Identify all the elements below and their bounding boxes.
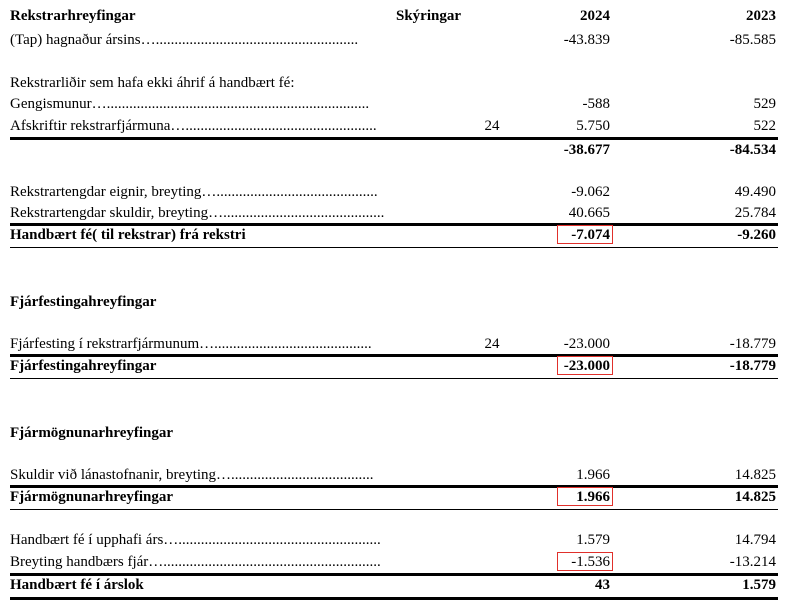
subtotal-2024: -38.677: [563, 142, 610, 158]
cash-begin-2023: 14.794: [734, 532, 776, 548]
cash-end-row: [0, 575, 788, 595]
profit-label: (Tap) hagnaður ársins…......................................................: [10, 32, 359, 48]
liabilities-change-label: Rekstrartengdar skuldir, breyting…...........................................: [10, 205, 385, 221]
cash-change-label: Breyting handbærs fjár…..........................................................: [10, 554, 381, 570]
profit-row: [0, 30, 788, 50]
highlight-box: [557, 552, 613, 571]
fx-row: [0, 94, 788, 114]
financing-item-label: Skuldir við lánastofnanir, breyting…......................................: [10, 467, 374, 483]
investing-heading: Fjárfestingahreyfingar: [10, 294, 157, 310]
highlight-box: [557, 225, 613, 244]
investing-item-row: [0, 334, 788, 354]
depreciation-label: Afskriftir rekstrarfjármuna…...................................................: [10, 118, 377, 134]
divider: [10, 247, 778, 248]
investing-item-2024: -23.000: [563, 336, 610, 352]
subtotal-2023: -84.534: [729, 142, 776, 158]
investing-item-label: Fjárfesting í rekstrarfjármunum…..........................................: [10, 336, 372, 352]
assets-change-label: Rekstrartengdar eignir, breyting…...........................................: [10, 184, 378, 200]
financing-heading: Fjármögnunarhreyfingar: [10, 425, 174, 441]
year-2023-header: 2023: [746, 8, 776, 24]
operating-subtotal-row: [0, 140, 788, 160]
divider: [10, 378, 778, 379]
fx-label: Gengismunur…......................................................................: [10, 96, 370, 112]
header-row: [0, 6, 788, 26]
profit-2024: -43.839: [563, 32, 610, 48]
cash-change-row: [0, 552, 788, 572]
noncash-heading: Rekstrarliðir sem hafa ekki áhrif á handbært fé:: [10, 75, 295, 91]
investing-item-note: 24: [484, 336, 500, 352]
liabilities-change-row: [0, 203, 788, 223]
financing-item-row: [0, 465, 788, 485]
divider: [10, 597, 778, 600]
year-2024-header: 2024: [580, 8, 610, 24]
noncash-heading-row: [0, 73, 788, 93]
depreciation-row: [0, 116, 788, 136]
cash-change-2024: -1.536: [571, 554, 610, 570]
section-title-operating: Rekstrarhreyfingar: [10, 8, 136, 24]
assets-change-row: [0, 182, 788, 202]
operating-total-label: Handbært fé( til rekstrar) frá rekstri: [10, 227, 246, 243]
financing-heading-row: [0, 423, 788, 443]
profit-2023: -85.585: [729, 32, 776, 48]
liabilities-change-2023: 25.784: [734, 205, 776, 221]
financing-item-2023: 14.825: [734, 467, 776, 483]
fx-2023: 529: [753, 96, 776, 112]
cash-begin-label: Handbært fé í upphafi árs…......................................................: [10, 532, 381, 548]
financing-total-row: [0, 487, 788, 507]
operating-total-2023: -9.260: [737, 227, 776, 243]
financing-item-2024: 1.966: [576, 467, 610, 483]
notes-column-header: Skýringar: [396, 8, 462, 24]
cash-begin-2024: 1.579: [576, 532, 610, 548]
assets-change-2023: 49.490: [734, 184, 776, 200]
cash-end-2024: 43: [595, 577, 610, 593]
financing-total-label: Fjármögnunarhreyfingar: [10, 489, 174, 505]
highlight-box: [557, 356, 613, 375]
assets-change-2024: -9.062: [571, 184, 610, 200]
financing-total-2023: 14.825: [734, 489, 776, 505]
depreciation-note: 24: [484, 118, 500, 134]
depreciation-2024: 5.750: [576, 118, 610, 134]
investing-item-2023: -18.779: [729, 336, 776, 352]
investing-heading-row: [0, 292, 788, 312]
operating-total-2024: -7.074: [571, 227, 610, 243]
financing-total-2024: 1.966: [576, 489, 610, 505]
highlight-box: [557, 487, 613, 506]
divider: [10, 509, 778, 510]
depreciation-2023: 522: [753, 118, 776, 134]
cash-end-label: Handbært fé í árslok: [10, 577, 144, 593]
liabilities-change-2024: 40.665: [568, 205, 610, 221]
cash-change-2023: -13.214: [729, 554, 776, 570]
cash-end-2023: 1.579: [742, 577, 776, 593]
investing-total-2023: -18.779: [729, 358, 776, 374]
investing-total-2024: -23.000: [563, 358, 610, 374]
investing-total-row: [0, 356, 788, 376]
operating-total-row: [0, 225, 788, 245]
investing-total-label: Fjárfestingahreyfingar: [10, 358, 157, 374]
fx-2024: -588: [582, 96, 610, 112]
cash-begin-row: [0, 530, 788, 550]
